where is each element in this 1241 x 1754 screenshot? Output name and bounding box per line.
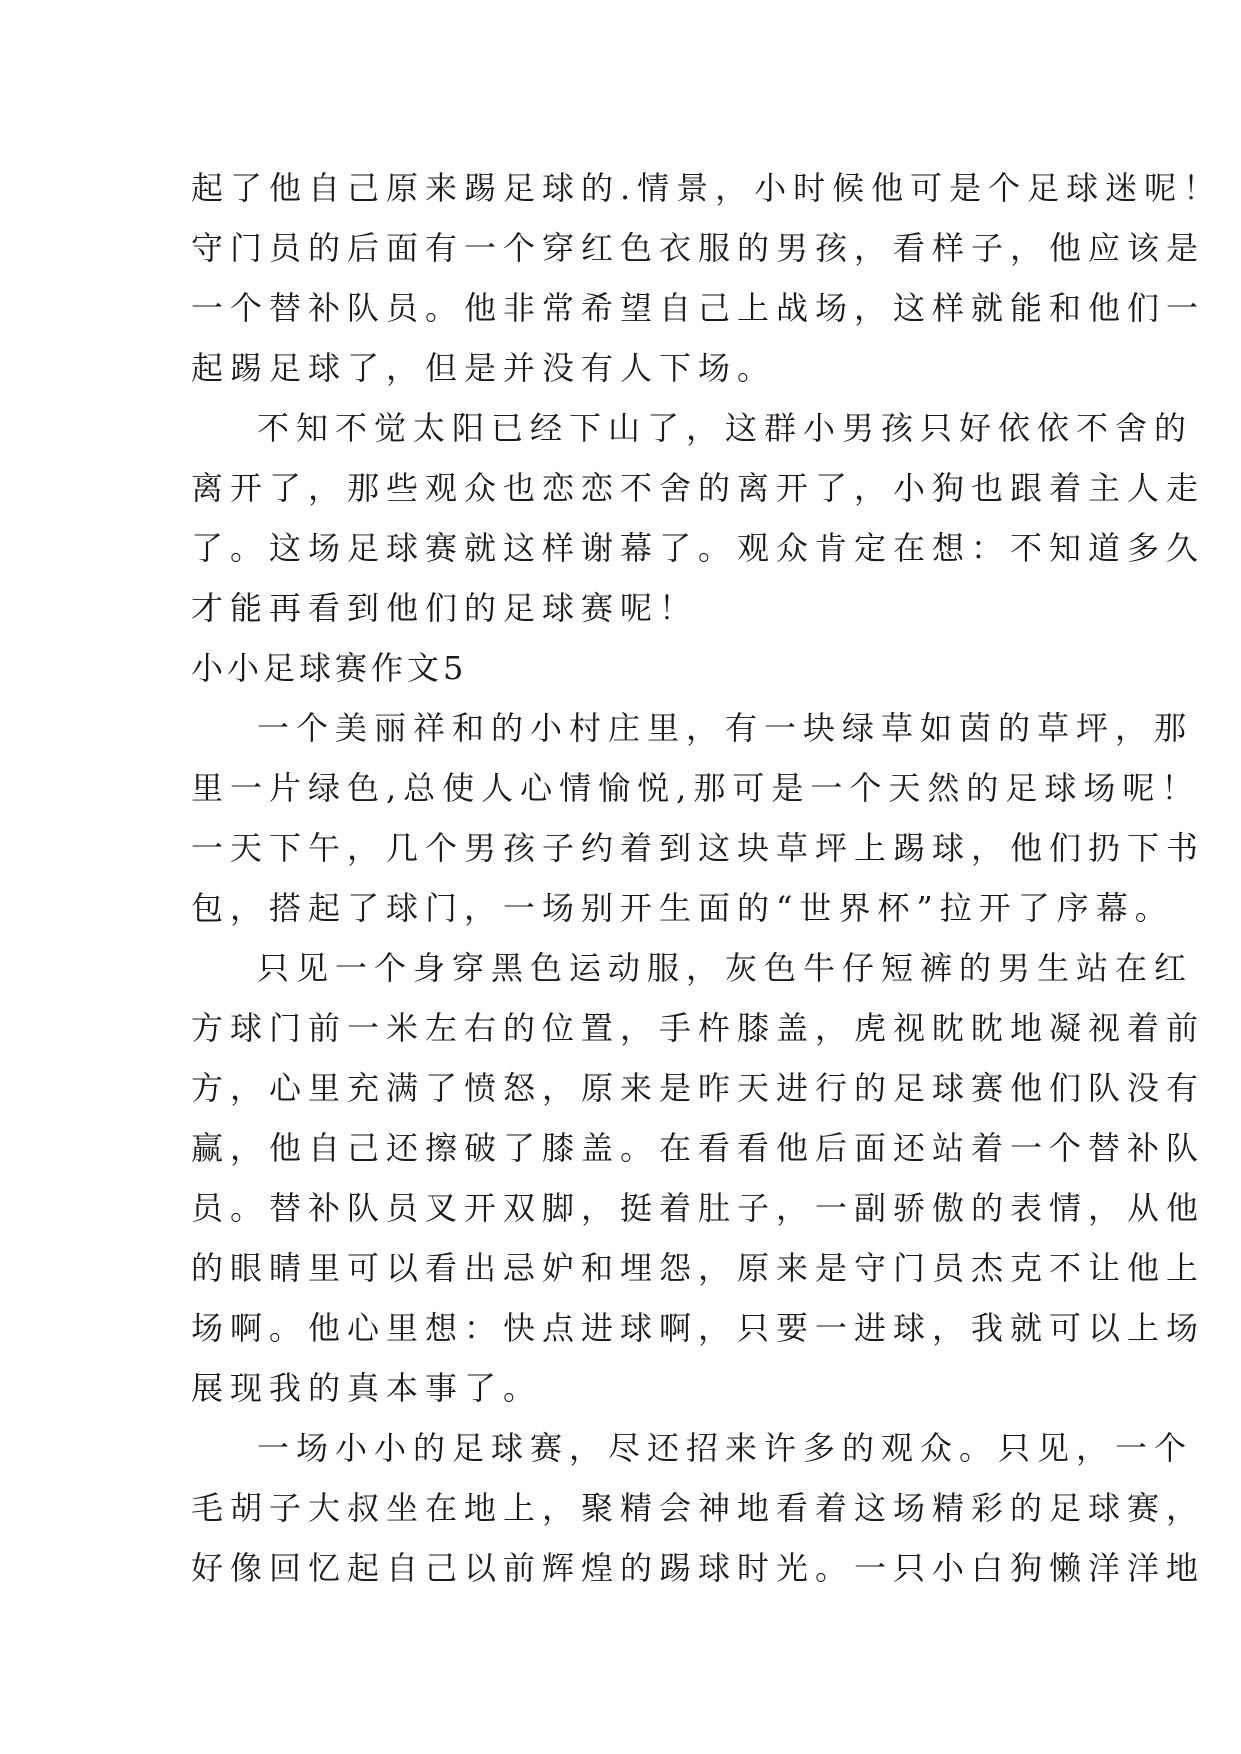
text-line: 里一片绿色,总使人心情愉悦,那可是一个天然的足球场呢！ <box>191 769 1201 807</box>
text-line: 展现我的真本事了。 <box>191 1369 543 1407</box>
text-line: 守门员的后面有一个穿红色衣服的男孩，看样子，他应该是 <box>191 229 1206 267</box>
essay-text <box>191 158 1223 1598</box>
text-line: 一天下午，几个男孩子约着到这块草坪上踢球，他们扔下书 <box>191 829 1206 867</box>
text-line: 方球门前一米左右的位置，手杵膝盖，虎视眈眈地凝视着前 <box>191 1009 1206 1047</box>
text-line: 了。这场足球赛就这样谢幕了。观众肯定在想：不知道多久 <box>191 529 1206 567</box>
text-line: 起踢足球了，但是并没有人下场。 <box>191 349 777 387</box>
paragraph-start-line: 一个美丽祥和的小村庄里，有一块绿草如茵的草坪，那 <box>257 709 1194 747</box>
paragraph-start-line: 只见一个身穿黑色运动服，灰色牛仔短裤的男生站在红 <box>257 949 1194 987</box>
text-line: 毛胡子大叔坐在地上，聚精会神地看着这场精彩的足球赛， <box>191 1489 1206 1527</box>
text-line: 好像回忆起自己以前辉煌的踢球时光。一只小白狗懒洋洋地 <box>191 1549 1206 1587</box>
text-line: 场啊。他心里想：快点进球啊，只要一进球，我就可以上场 <box>191 1309 1206 1347</box>
paragraph-start-line: 不知不觉太阳已经下山了，这群小男孩只好依依不舍的 <box>257 409 1194 447</box>
text-line: 起了他自己原来踢足球的.情景，小时候他可是个足球迷呢！ <box>191 169 1223 207</box>
text-line: 一个替补队员。他非常希望自己上战场，这样就能和他们一 <box>191 289 1206 327</box>
text-line: 员。替补队员叉开双脚，挺着肚子，一副骄傲的表情，从他 <box>191 1189 1206 1227</box>
text-line: 赢，他自己还擦破了膝盖。在看看他后面还站着一个替补队 <box>191 1129 1206 1167</box>
section-heading: 小小足球赛作文5 <box>191 649 468 687</box>
text-line: 才能再看到他们的足球赛呢！ <box>191 589 699 627</box>
text-line: 的眼睛里可以看出忌妒和埋怨，原来是守门员杰克不让他上 <box>191 1249 1206 1287</box>
text-line: 包，搭起了球门，一场别开生面的“世界杯”拉开了序幕。 <box>191 889 1174 927</box>
text-line: 离开了，那些观众也恋恋不舍的离开了，小狗也跟着主人走 <box>191 469 1206 507</box>
paragraph-start-line: 一场小小的足球赛，尽还招来许多的观众。只见，一个 <box>257 1429 1194 1467</box>
text-line: 方，心里充满了愤怒，原来是昨天进行的足球赛他们队没有 <box>191 1069 1206 1107</box>
